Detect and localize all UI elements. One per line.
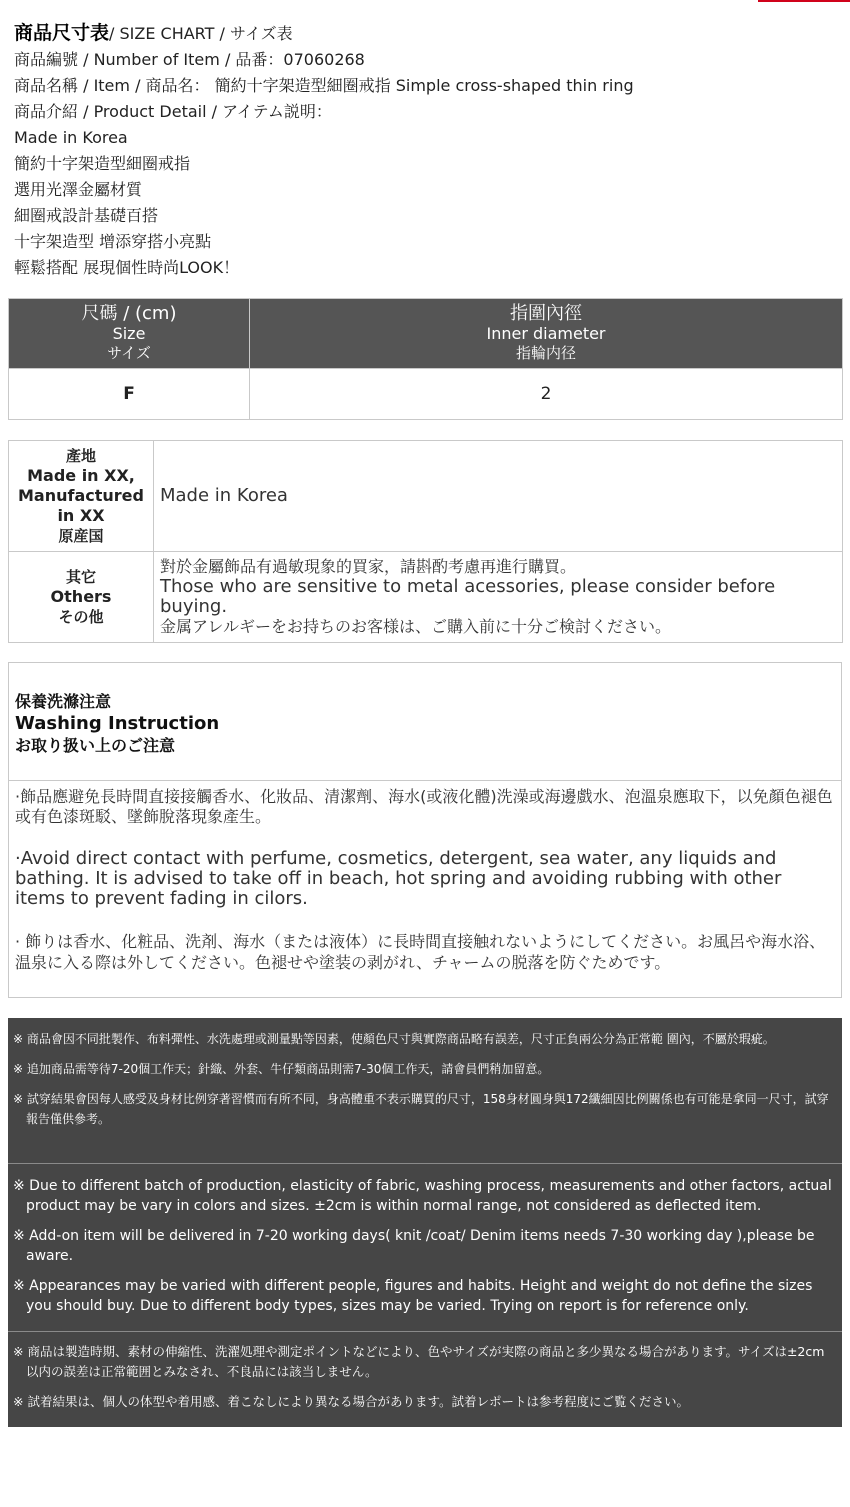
header-size-en: Size [112,324,146,343]
others-label-en: Others [50,587,112,606]
note-item: ※ Add-on item will be delivered in 7-20 working days( knit /coat/ Denim items needs 7-30 working day ),please be aware. [13,1228,815,1264]
note-item: ※ 商品會因不同批製作、布料彈性、水洗處理或測量點等因素，使顏色尺寸與實際商品略有誤差，尺寸正負兩公分為正常範 圍內，不屬於瑕疵。 [13,1032,775,1046]
origin-label-jp: 原産国 [58,527,104,545]
others-row [9,552,843,643]
top-accent-bar [758,0,850,2]
notes-japanese [8,1331,842,1427]
detail-line: Made in Korea [14,128,128,147]
size-chart-title [14,20,836,47]
size-table [8,298,843,420]
product-info-table [8,440,843,643]
note-item: ※ 商品は製造時期、素材の伸縮性、洗濯処理や測定ポイントなどにより、色やサイズが実際の商品と多少異なる場合があります。サイズは±2cm以内の誤差は正常範囲とみなされ、不良品には該当しません。 [13,1344,825,1379]
notes-chinese [8,1018,842,1164]
detail-line: 輕鬆搭配 展現個性時尚LOOK！ [14,258,240,277]
table-row [9,369,843,420]
header-inner-jp: 指輪内径 [515,344,576,362]
column-header-inner-diameter [250,299,843,369]
others-value-en: Those who are sensitive to metal acessories, please consider before buying. [160,576,776,617]
detail-line: 細圈戒設計基礎百搭 [14,206,159,225]
header-inner-cn: 指圍內徑 [510,303,582,324]
note-item: ※ 試穿結果會因每人感受及身材比例穿著習慣而有所不同，身高體重不表示購買的尺寸，158身材圓身與172纖細因比例關係也有可能是拿同一尺寸，試穿報告僅供參考。 [13,1092,829,1126]
notes-english [8,1163,842,1331]
others-label-cn: 其它 [65,568,96,586]
detail-line: 簡約十字架造型細圈戒指 [14,154,191,173]
origin-label [9,441,154,552]
washing-text-cn: ·飾品應避免長時間直接接觸香水、化妝品、清潔劑、海水(或液化體)洗澡或海邊戲水、泡溫泉應取下，以免顏色褪色或有色漆斑駁、墜飾脫落現象產生。 [15,787,833,826]
header-size-cn: 尺碼 / (cm) [81,303,177,324]
washing-body [15,787,837,973]
detail-line: 十字架造型 增添穿搭小亮點 [14,232,212,251]
header-inner-en: Inner diameter [486,324,606,343]
note-item: ※ 追加商品需等待7-20個工作天；針織、外套、牛仔類商品則需7-30個工作天，請會員們稍加留意。 [13,1062,550,1076]
others-value-cn: 對於金屬飾品有過敏現象的買家，請斟酌考慮再進行購買。 [160,557,577,576]
washing-instruction-box [8,662,842,998]
item-name: 商品名稱 / Item / 商品名： 簡約十字架造型細圈戒指 Simple cross-shaped thin ring [14,76,634,95]
washing-title-jp: お取り扱い上のご注意 [15,736,176,755]
item-number: 商品編號 / Number of Item / 品番：07060268 [14,50,365,69]
washing-title-cn: 保養洗滌注意 [15,692,112,711]
product-header [14,20,836,281]
others-label-jp: その他 [58,608,104,626]
washing-title-en: Washing Instruction [15,713,220,734]
washing-text-jp: · 飾りは香水、化粧品、洗剤、海水（または液体）に長時間直接触れないようにしてください。お風呂や海水浴、温泉に入る際は外してください。色褪せや塗装の剥がれ、チャームの脱落を防ぐためです。 [15,932,826,972]
size-table-header-row [9,299,843,369]
washing-text-en: ·Avoid direct contact with perfume, cosmetics, detergent, sea water, any liquids and bathing. It is advised to take off in beach, hot spring and avoiding rubbing with other items to prevent fading in cilors. [15,848,782,909]
note-item: ※ 試着結果は、個人の体型や着用感、着こなしにより異なる場合があります。試着レポートは参考程度にご覧ください。 [13,1394,689,1409]
divider [9,780,841,781]
detail-line: 選用光澤金屬材質 [14,180,143,199]
origin-row [9,441,843,552]
others-value-jp: 金属アレルギーをお持ちのお客様は、ご購入前に十分ご検討ください。 [160,617,671,636]
washing-heading [15,691,219,757]
others-label [9,552,154,643]
origin-value: Made in Korea [154,441,843,552]
note-item: ※ Appearances may be varied with different people, figures and habits. Height and weight do not define the sizes you should buy. Due to different body types, sizes may be varied. Trying on report is for reference only. [13,1278,813,1314]
product-detail-label: 商品介紹 / Product Detail / アイテム説明： [14,102,332,121]
title-main: 商品尺寸表 [14,22,110,44]
note-item: ※ Due to different batch of production, elasticity of fabric, washing process, measurements and other factors, actual product may be vary in colors and sizes. ±2cm is within normal range, not considered as deflected item. [13,1178,832,1214]
origin-label-en: Made in XX, Manufactured in XX [18,466,144,525]
origin-label-cn: 產地 [65,447,96,465]
size-cell: F [9,369,250,420]
column-header-size [9,299,250,369]
others-value [154,552,843,643]
inner-diameter-cell: 2 [250,369,843,420]
title-sub: / SIZE CHART / サイズ表 [109,24,293,43]
header-size-jp: サイズ [107,344,151,362]
